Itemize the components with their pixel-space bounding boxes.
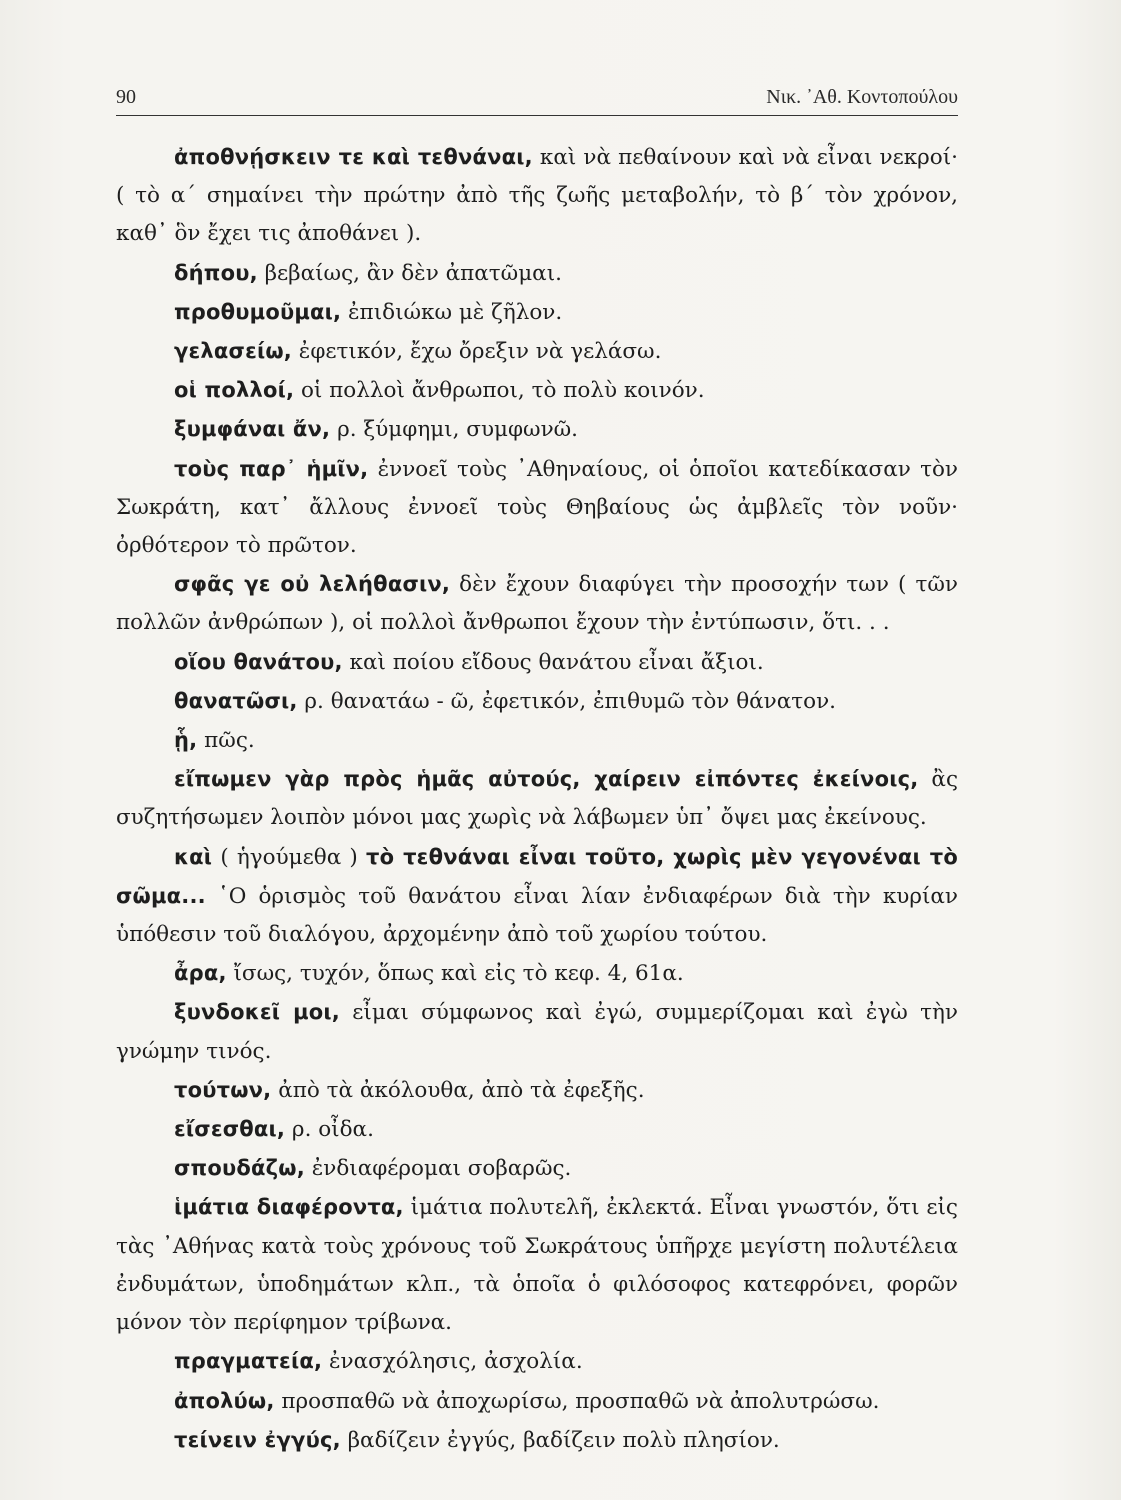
entry-gloss: εἶμαι σύμφωνος καὶ ἐγώ, συμμερίζομαι καὶ ἐγὼ τὴν γνώμην τινός. [116, 1000, 958, 1064]
glossary-entry [116, 332, 958, 371]
entry-lemma: ἱμάτια διαφέροντα, [174, 1195, 404, 1220]
entry-gloss: ἐφετικόν, ἔχω ὄρεξιν νὰ γελάσω. [291, 339, 662, 365]
page-header [116, 86, 958, 114]
glossary-entry [116, 371, 958, 410]
entry-lemma-continued: τὸ τεθνάναι εἶναι τοῦτο, χωρὶς μὲν γεγονέναι τὸ σῶμα... [116, 844, 958, 908]
entry-gloss: προσπαθῶ νὰ ἀποχωρίσω, προσπαθῶ νὰ ἀπολυτρώσω. [274, 1388, 880, 1414]
entry-gloss: ρ. θανατάω - ῶ, ἐφετικόν, ἐπιθυμῶ τὸν θάνατον. [297, 688, 836, 714]
glossary-entry [116, 293, 958, 332]
glossary-entry [116, 1382, 958, 1421]
glossary-entry [116, 450, 958, 566]
entry-lemma: οἱ πολλοί, [174, 378, 295, 403]
glossary-entry [116, 565, 958, 642]
entry-lemma: καὶ [174, 844, 213, 869]
entry-gloss: ρ. οἶδα. [285, 1117, 374, 1143]
entry-lemma: ξυμφάναι ἄν, [174, 417, 331, 442]
page-number: 90 [116, 86, 136, 108]
entry-gloss: ἐπιδιώκω μὲ ζῆλον. [341, 299, 563, 325]
glossary-body [116, 138, 958, 1468]
entry-lemma: σφᾶς γε οὐ λελήθασιν, [174, 572, 451, 597]
entry-gloss: βαδίζειν ἐγγύς, βαδίζειν πολὺ πλησίον. [340, 1427, 780, 1453]
entry-gloss: ἂς συζητήσωμεν λοιπὸν μόνοι μας χωρὶς νὰ λάβωμεν ὑπ᾿ ὄψει μας ἐκείνους. [116, 767, 958, 831]
running-title: Νικ. ᾿Αθ. Κοντοπούλου [766, 86, 958, 108]
glossary-entry [116, 254, 958, 293]
glossary-entry [116, 138, 958, 254]
entry-gloss: ἐνδιαφέρομαι σοβαρῶς. [304, 1156, 572, 1182]
glossary-entry [116, 643, 958, 682]
entry-gloss: ἐνασχόλησις, ἀσχολία. [322, 1349, 583, 1375]
glossary-entry [116, 1188, 958, 1342]
glossary-entry [116, 760, 958, 837]
entry-gloss: βεβαίως, ἂν δὲν ἀπατῶμαι. [257, 260, 562, 286]
entry-gloss: δὲν ἔχουν διαφύγει τὴν προσοχήν των ( τῶν πολλῶν ἀνθρώπων ), οἱ πολλοὶ ἄνθρωποι ἔχουν τὴν ἐντύπωσιν, ὅτι. . . [116, 572, 958, 636]
entry-lemma: δήπου, [174, 260, 258, 285]
entry-gloss: πῶς. [197, 728, 255, 754]
entry-lemma: τοὺς παρ᾿ ἡμῖν, [174, 456, 369, 481]
entry-lemma: σπουδάζω, [174, 1156, 305, 1181]
glossary-entry [116, 721, 958, 760]
entry-lemma: προθυμοῦμαι, [174, 299, 342, 324]
entry-gloss: ρ. ξύμφημι, συμφωνῶ. [330, 417, 579, 443]
entry-lemma: τείνειν ἐγγύς, [174, 1427, 341, 1452]
entry-gloss: ἀπὸ τὰ ἀκόλουθα, ἀπὸ τὰ ἐφεξῆς. [271, 1077, 645, 1103]
glossary-entry [116, 410, 958, 449]
entry-gloss-continued: ῾Ο ὁρισμὸς τοῦ θανάτου εἶναι λίαν ἐνδιαφέρων διὰ τὴν κυρίαν ὑπόθεσιν τοῦ διαλόγου, ἀρχομένην ἀπὸ τοῦ χωρίου τούτου. [116, 883, 958, 948]
entry-gloss: οἱ πολλοὶ ἄνθρωποι, τὸ πολὺ κοινόν. [294, 378, 705, 404]
entry-lemma: πραγματεία, [174, 1349, 323, 1374]
entry-gloss: ἱμάτια πολυτελῆ, ἐκλεκτά. Εἶναι γνωστόν, ὅτι εἰς τὰς ᾿Αθήνας κατὰ τοὺς χρόνους τοῦ Σωκράτους ὑπῆρχε μεγίστη πολυτέλεια ἐνδυμάτων, ὑποδημάτων κλπ., τὰ ὁποῖα ὁ φιλόσοφος κατεφρόνει, φορῶν μόνον τὸν περίφημον τρίβωνα. [116, 1195, 958, 1336]
entry-lemma: εἴσεσθαι, [174, 1117, 286, 1142]
glossary-entry [116, 1110, 958, 1149]
entry-gloss: καὶ νὰ πεθαίνουν καὶ νὰ εἶναι νεκροί· ( τὸ α΄ σημαίνει τὴν πρώτην ἀπὸ τῆς ζωῆς μεταβολήν, τὸ β΄ τὸν χρόνον, καθ᾿ ὃν ἔχει τις ἀποθάνει ). [116, 145, 958, 247]
header-rule [116, 115, 958, 116]
glossary-entry [116, 1421, 958, 1460]
glossary-entry [116, 954, 958, 993]
entry-lemma: ἆρα, [174, 961, 227, 986]
entry-lemma: γελασείω, [174, 339, 292, 364]
glossary-entry [116, 1342, 958, 1381]
entry-lemma: ἀποθνῄσκειν τε καὶ τεθνάναι, [174, 145, 533, 169]
glossary-entry [116, 1071, 958, 1110]
entry-lemma: οἵου θανάτου, [174, 649, 343, 674]
entry-gloss: καὶ ποίου εἴδους θανάτου εἶναι ἄξιοι. [342, 649, 764, 675]
glossary-entry [116, 1149, 958, 1188]
entry-lemma: ξυνδοκεῖ μοι, [174, 1000, 340, 1025]
entry-lemma: θανατῶσι, [174, 688, 298, 713]
entry-gloss: ἴσως, τυχόν, ὅπως καὶ εἰς τὸ κεφ. 4, 61α. [226, 961, 684, 987]
entry-lemma: εἴπωμεν γὰρ πρὸς ἡμᾶς αὐτούς, χαίρειν εἰπόντες ἐκείνοις, [174, 767, 919, 792]
glossary-entry [116, 993, 958, 1070]
glossary-entry [116, 838, 958, 955]
entry-gloss: ( ἡγούμεθα ) [212, 844, 366, 870]
entry-lemma: ᾗ, [174, 728, 198, 753]
entry-lemma: ἀπολύω, [174, 1388, 275, 1413]
entry-lemma: τούτων, [174, 1077, 272, 1102]
glossary-entry [116, 682, 958, 721]
entry-gloss: ἐννοεῖ τοὺς ᾿Αθηναίους, οἱ ὁποῖοι κατεδίκασαν τὸν Σωκράτη, κατ᾿ ἄλλους ἐννοεῖ τοὺς Θηβαίους ὡς ἀμβλεῖς τὸν νοῦν· ὀρθότερον τὸ πρῶτον. [116, 456, 958, 559]
